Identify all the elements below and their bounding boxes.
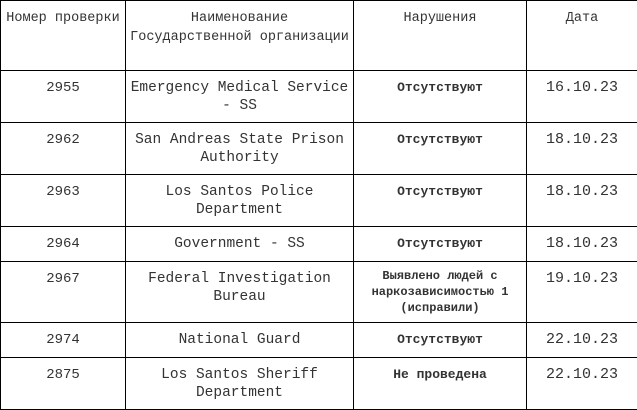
header-violations: Нарушения [354,1,527,71]
cell-violations: Выявлено людей с наркозависимостью 1 (исправили) [354,262,527,323]
header-number: Номер проверки [1,1,126,71]
cell-violations: Отсутствуют [354,323,527,358]
cell-organization: National Guard [126,323,354,358]
table-row [1,323,637,358]
cell-date: 22.10.23 [527,358,637,410]
cell-number: 2967 [1,262,126,323]
cell-organization: Los Santos Sheriff Department [126,358,354,410]
cell-number: 2955 [1,71,126,123]
cell-organization: Federal Investigation Bureau [126,262,354,323]
cell-number: 2962 [1,123,126,175]
cell-organization: San Andreas State Prison Authority [126,123,354,175]
cell-date: 16.10.23 [527,71,637,123]
cell-organization: Government - SS [126,227,354,262]
cell-date: 18.10.23 [527,227,637,262]
cell-violations: Отсутствуют [354,175,527,227]
table-header-row [1,1,637,71]
cell-date: 18.10.23 [527,123,637,175]
header-date: Дата [527,1,637,71]
cell-violations: Отсутствуют [354,123,527,175]
cell-date: 22.10.23 [527,323,637,358]
cell-violations: Отсутствуют [354,71,527,123]
cell-violations: Отсутствуют [354,227,527,262]
table-row [1,123,637,175]
cell-organization: Los Santos Police Department [126,175,354,227]
table-row [1,227,637,262]
header-organization: Наименование Государственной организации [126,1,354,71]
cell-number: 2875 [1,358,126,410]
cell-number: 2964 [1,227,126,262]
cell-number: 2974 [1,323,126,358]
cell-organization: Emergency Medical Service - SS [126,71,354,123]
cell-number: 2963 [1,175,126,227]
cell-violations: Не проведена [354,358,527,410]
table-row [1,358,637,410]
table-row [1,175,637,227]
cell-date: 18.10.23 [527,175,637,227]
table-row [1,262,637,323]
table-row [1,71,637,123]
cell-date: 19.10.23 [527,262,637,323]
